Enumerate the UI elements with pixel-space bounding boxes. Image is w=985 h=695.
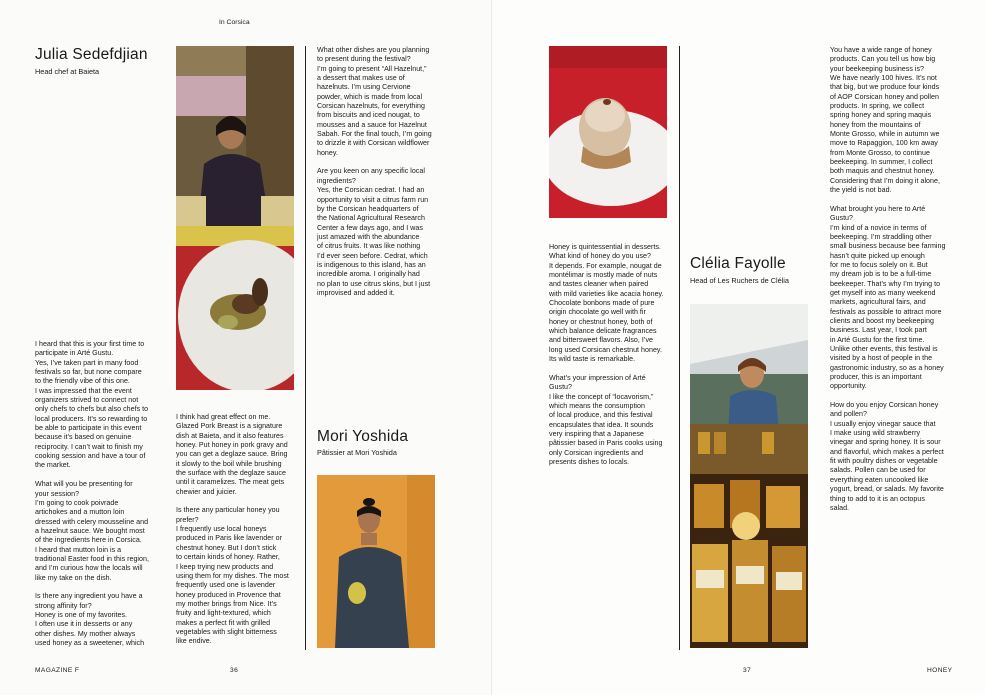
footer-section: HONEY xyxy=(927,667,953,674)
photo-julia-sedefdjian xyxy=(176,46,294,226)
left-page xyxy=(0,0,492,695)
person-role-julia: Head chef at Baieta xyxy=(35,67,100,76)
page-number-right: 37 xyxy=(743,667,752,674)
person-role-clelia: Head of Les Ruchers de Clélia xyxy=(690,276,789,285)
running-header: In Corsica xyxy=(219,19,250,26)
footer-publication: MAGAZINE F xyxy=(35,667,80,674)
person-role-mori: Pâtissier at Mori Yoshida xyxy=(317,448,397,457)
julia-interview-col2: I think had great effect on me. Glazed Pork Breast is a signature dish at Baieta, and it also features honey. Put honey in pork gravy and you can get a deglaze sauce. Bring it slowly to the boil while brushing the surface with the deglaze sauce until it caramelizes. The meat gets chewier and juicier. Is there any particular honey you prefer? I frequently use local honeys produced in Paris like lavender or chestnut honey. But I don’t stick to certain kinds of honey. Rather, I keep trying new products and using them for my dishes. The most frequently used one is lavender honey produced in Provence that my mother brings from Nice. It’s fruity and light-textured, which makes a perfect fit with grilled vegetables with slight bitterness like endive. xyxy=(176,413,289,646)
julia-interview-col1: I heard that this is your first time to participate in Arté Gustu. Yes, I’ve taken part in many food festivals so far, but none compare to the friendly vibe of this one. I was impressed that the event organizers strived to connect not only chefs to chefs but also chefs to local producers. It’s so rewarding to be able to participate in this event because it’s based on genuine reciprocity. I can’t wait to finish my cooking session and have a tour of the market. What will you be presenting for your session? I’m going to cook poivrade artichokes and a mutton loin dressed with celery mousseline and a hazelnut sauce. We bought most of the ingredients here in Corsica. I heard that mutton loin is a traditional Easter food in this region, and I’m curious how the locals will like my take on the dish. Is there any ingredient you have a strong affinity for? Honey is one of my favorites. I often use it in desserts or any other dishes. My mother always used honey as a sweetener, which xyxy=(35,340,149,647)
photo-mori-yoshida xyxy=(317,475,435,648)
column-rule xyxy=(305,46,306,650)
photo-clelia-fayolle xyxy=(690,304,808,474)
photo-mori-dessert xyxy=(549,46,667,218)
person-name-clelia: Clélia Fayolle xyxy=(690,255,786,272)
julia-interview-col3: What other dishes are you planning to present during the festival? I’m going to present “All Hazelnut,” a dessert that makes use of hazelnuts. I’m using Cervione powder, which is made from local Corsican hazelnuts, for everything from biscuits and iced nougat, to mousses and a sauce for Hazelnut Sabah. For the final touch, I’m going to drizzle it with Corsican wildflower honey. Are you keen on any specific local ingredients? Yes, the Corsican cedrat. I had an opportunity to visit a citrus farm run by the Corsican headquarters of the National Agricultural Research Center a few days ago, and I was just amazed with the abundance of citrus fruits. It was like nothing I’d ever seen before. Cedrat, which is indigenous to this island, has an incredible aroma. I originally had no plan to use citrus skins, but I just improvised and added it. xyxy=(317,46,432,297)
column-rule-right xyxy=(679,46,680,650)
photo-julia-dish xyxy=(176,226,294,390)
person-name-mori: Mori Yoshida xyxy=(317,428,409,445)
person-name-julia: Julia Sedefdjian xyxy=(35,46,148,63)
clelia-interview-col: You have a wide range of honey products. Can you tell us how big your beekeeping business is? We have nearly 100 hives. It’s not that big, but we produce four kinds of AOP Corsican honey and pollen products. In spring, we collect spring honey and spring maquis honey from the mountains of Monte Grosso, while in autumn we move to Rapaggion, 100 km away from Monte Grosso, to continue beekeeping. In summer, I collect both maquis and chestnut honey. Considering that I’m doing it alone, the yield is not bad. What brought you here to Arté Gustu? I’m kind of a novice in terms of beekeeping. I’m straddling other small business because bee farming hasn’t quite picked up enough for me to focus solely on it. But my dream job is to be a full-time beekeeper. That’s why I’m trying to get myself into as many weekend markets, agricultural fairs, and festivals as possible to attract more clients and boost my beekeeping business. Last year, I took part in Arté Gustu for the first time. Unlike other events, this festival is visited by a host of people in the gastronomic industry, so as a honey producer, this is an important opportunity. How do you enjoy Corsican honey and pollen? I usually enjoy vinegar sauce that I make using wild strawberry vinegar and spring honey. It is sour and flavorful, which makes a perfect fit with poultry dishes or vegetable salads. Pollen can be used for everything eaten uncooked like yogurt, bread, or salads. My favorite thing to add to it is an octopus salad. xyxy=(830,46,946,512)
photo-honey-jars xyxy=(690,474,808,648)
right-page xyxy=(492,0,985,695)
mori-interview-col: Honey is quintessential in desserts. What kind of honey do you use? It depends. For example, nougat de montélimar is mostly made of nuts and tastes cleaner when paired with mild varieties like acacia honey. Chocolate bonbons made of pure origin chocolate go well with fir honey or chestnut honey, both of which balance delicate fragrances and bittersweet flavors. Also, I’ve long used Corsican chestnut honey. Its wild taste is remarkable. What’s your impression of Arté Gustu? I like the concept of “locavorism,” which means the consumption of local produce, and this festival encapsulates that idea. It sounds very inspiring that a Japanese pâtissier based in Paris cooks using only Corsican ingredients and presents dishes to locals. xyxy=(549,243,664,466)
page-number-left: 36 xyxy=(230,667,239,674)
